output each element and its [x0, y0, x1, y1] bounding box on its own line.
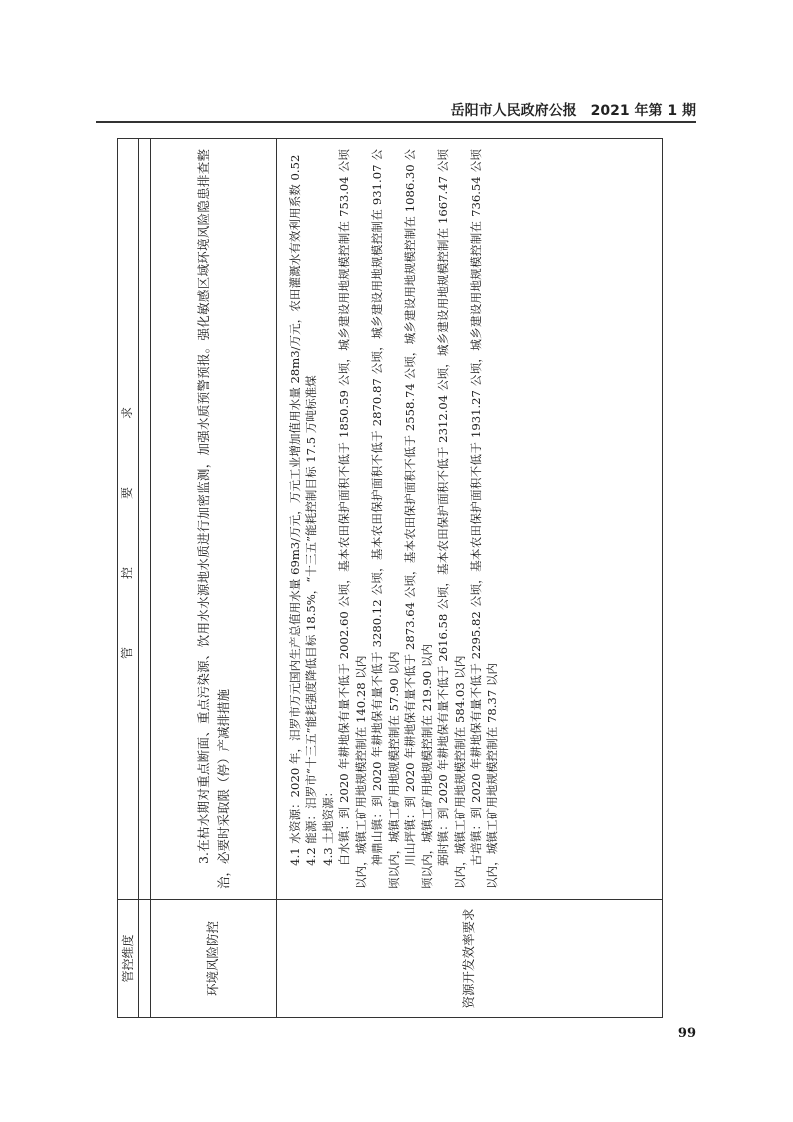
row-label-resource-efficiency: 资源开发效率要求	[277, 899, 662, 1017]
environmental-risk-text: 3.在枯水期对重点断面、重点污染源、饮用水水源地水质进行加密监测，加强水质预警预报。强化敏感区域环境风险隐患排查整治，必要时采取限（停）产减排措施	[196, 149, 231, 889]
empty-content-cell	[139, 139, 150, 899]
town-bishi-paragraph: 弼时镇：到 2020 年耕地保有量不低于 2616.58 公顷，基本农田保护面积不低于 2312.04 公顷，城乡建设用地规模控制在 1667.47 公顷以内，城镇工矿用地规模控制在 584.03 以内	[436, 149, 467, 889]
table-header-row	[118, 139, 138, 1017]
land-resource-heading: 4.3 土地资源：	[320, 785, 335, 866]
energy-paragraph: 4.2 能源：汨罗市“十三五”能耗强度降低目标 18.5%，“十三五”能耗控制目标 17.5 万吨标准煤	[304, 375, 319, 866]
row-content-resource-efficiency	[277, 139, 662, 899]
town-gupei-paragraph: 古培镇：到 2020 年耕地保有量不低于 2295.82 公顷，基本农田保护面积不低于 1931.27 公顷，城乡建设用地规模控制在 736.54 公顷以内，城镇工矿用地规模控制在 78.37 以内	[468, 149, 500, 889]
column-header-requirements: 管 控 要 求	[120, 379, 135, 660]
water-resource-paragraph: 4.1 水资源：2020 年，汨罗市万元国内生产总值用水量 69m3/万元，万元工业增加值用水量 28m3/万元，农田灌溉水有效利用系数 0.52	[288, 154, 302, 866]
page-header: 岳阳市人民政府公报 2021 年第 1 期	[450, 103, 696, 119]
table-empty-row	[138, 139, 150, 1017]
row-label-environmental-risk: 环境风险防控	[151, 899, 276, 1017]
town-chuanshanping-paragraph: 川山坪镇：到 2020 年耕地保有量不低于 2873.64 公顷，基本农田保护面积不低于 2558.74 公顷，城乡建设用地规模控制在 1086.30 公顷以内，城镇工矿用地规模控制在 219.90 以内	[403, 149, 434, 889]
table-row-resource-efficiency	[276, 139, 662, 1017]
header-rule	[96, 121, 696, 123]
town-baishui-paragraph: 白水镇：到 2020 年耕地保有量不低于 2002.60 公顷，基本农田保护面积不低于 1850.59 公顷，城乡建设用地规模控制在 753.04 公顷以内，城镇工矿用地规模控制在 140.28 以内	[337, 149, 368, 889]
page-number: 99	[677, 1026, 696, 1041]
row-content-environmental-risk	[151, 139, 276, 899]
control-requirements-table	[117, 138, 663, 1018]
table-row-environmental-risk	[150, 139, 276, 1017]
town-shendingshan-paragraph: 神鼎山镇：到 2020 年耕地保有量不低于 3280.12 公顷，基本农田保护面积不低于 2870.87 公顷，城乡建设用地规模控制在 931.07 公顷以内，城镇工矿用地规模控制在 57.90 以内	[370, 149, 401, 889]
column-header-dimension: 管控维度	[118, 899, 138, 1017]
empty-label-cell	[139, 899, 150, 1017]
